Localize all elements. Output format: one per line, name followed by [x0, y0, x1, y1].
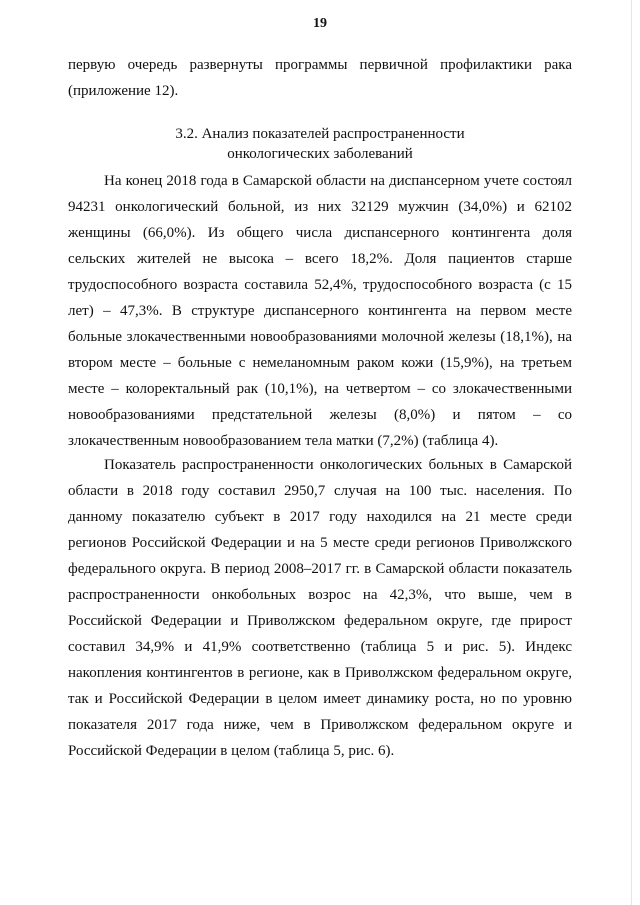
page-number: 19 — [313, 16, 327, 31]
section-heading-line-1: 3.2. Анализ показателей распространенности — [175, 126, 465, 142]
paragraph-2: Показатель распространенности онкологических больных в Самарской области в 2018 году составил 2950,7 случая на 100 тыс. населения. По данному показателю субъект в 2017 году находился на 21 месте среди регионов Российской Федерации и на 5 месте среди регионов Приволжского федерального округа. В период 2008–2017 гг. в Самарской области показатель распространенности онкобольных возрос на 42,3%, что выше, чем в Российской Федерации и Приволжском федеральном округе, где прирост составил 34,9% и 41,9% соответственно (таблица 5 и рис. 5). Индекс накопления контингентов в регионе, как в Приволжском федеральном округе, так и Российской Федерации в целом имеет динамику роста, но по уровню показателя 2017 года ниже, чем в Приволжском федеральном округе и Российской Федерации в целом (таблица 5, рис. 6). — [68, 457, 572, 759]
intro-paragraph: первую очередь развернуты программы первичной профилактики рака (приложение 12). — [68, 57, 572, 99]
section-heading-line-2: онкологических заболеваний — [227, 146, 413, 162]
paragraph-block-1 — [68, 168, 572, 454]
page-edge-divider — [631, 0, 632, 905]
section-heading — [68, 124, 572, 164]
paragraph-1: На конец 2018 года в Самарской области на диспансерном учете состоял 94231 онкологический больной, из них 32129 мужчин (34,0%) и 62102 женщины (66,0%). Из общего числа диспансерного контингента доля сельских жителей не высока – всего 18,2%. Доля пациентов старше трудоспособного возраста составила 52,4%, трудоспособного возраста (с 15 лет) – 47,3%. В структуре диспансерного контингента на первом месте больные злокачественными новообразованиями молочной железы (18,1%), на втором месте – больные с немеланомным раком кожи (15,9%), на третьем месте – колоректальный рак (10,1%), на четвертом – со злокачественными новообразованиями предстательной железы (8,0%) и пятом – со злокачественным новообразованием тела матки (7,2%) (таблица 4). — [68, 173, 572, 449]
paragraph-block-2 — [68, 452, 572, 764]
intro-paragraph-block — [68, 52, 572, 104]
